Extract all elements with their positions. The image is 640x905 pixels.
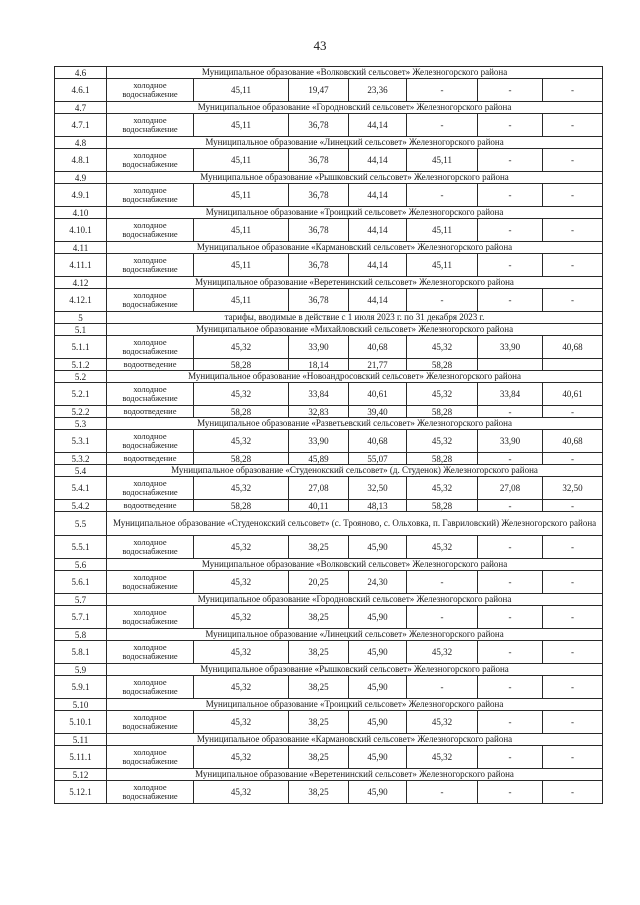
tariff-value: 58,28: [194, 359, 289, 371]
tariff-value: -: [478, 114, 543, 137]
tariff-value: 40,11: [289, 500, 349, 512]
table-row: [55, 781, 603, 804]
tariff-value: -: [478, 79, 543, 102]
row-number: 5.3: [55, 418, 107, 430]
tariff-value: -: [407, 676, 478, 699]
tariff-value: 33,84: [478, 383, 543, 406]
service-name: холодное водоснабжение: [107, 606, 194, 629]
section-title: Муниципальное образование «Новоандросовский сельсовет» Железногорского района: [107, 371, 603, 383]
table-row: [55, 79, 603, 102]
section-row: [55, 664, 603, 676]
section-row: [55, 242, 603, 254]
tariff-value: 45,32: [407, 336, 478, 359]
tariff-value: -: [478, 606, 543, 629]
service-name: холодное водоснабжение: [107, 149, 194, 172]
tariff-value: -: [543, 79, 603, 102]
tariff-value: -: [543, 641, 603, 664]
tariff-value: -: [407, 114, 478, 137]
table-row: [55, 536, 603, 559]
tariff-value: -: [478, 254, 543, 277]
table-row: [55, 289, 603, 312]
row-number: 5.3.2: [55, 453, 107, 465]
tariff-value: -: [478, 746, 543, 769]
row-number: 4.8: [55, 137, 107, 149]
row-number: 5.9.1: [55, 676, 107, 699]
service-name: холодное водоснабжение: [107, 571, 194, 594]
tariff-value: 45,90: [349, 641, 407, 664]
tariff-value: 40,68: [349, 430, 407, 453]
section-row: [55, 594, 603, 606]
section-row: [55, 207, 603, 219]
tariff-value: 45,11: [407, 149, 478, 172]
table-row: [55, 114, 603, 137]
row-number: 4.11.1: [55, 254, 107, 277]
table-row: [55, 359, 603, 371]
table-row: [55, 184, 603, 207]
tariff-value: -: [543, 746, 603, 769]
tariff-value: 45,32: [194, 641, 289, 664]
row-number: 5.4.2: [55, 500, 107, 512]
tariff-value: 45,90: [349, 676, 407, 699]
tariff-value: 55,07: [349, 453, 407, 465]
tariff-value: 45,32: [407, 746, 478, 769]
row-number: 4.12.1: [55, 289, 107, 312]
tariff-value: 33,90: [478, 336, 543, 359]
tariff-value: 45,90: [349, 536, 407, 559]
service-name: холодное водоснабжение: [107, 184, 194, 207]
tariff-value: 45,90: [349, 711, 407, 734]
section-title: Муниципальное образование «Линецкий сельсовет» Железногорского района: [107, 137, 603, 149]
tariff-value: 58,28: [194, 406, 289, 418]
section-title: Муниципальное образование «Городновский сельсовет» Железногорского района: [107, 102, 603, 114]
tariff-value: 48,13: [349, 500, 407, 512]
section-row: [55, 769, 603, 781]
row-number: 5.6.1: [55, 571, 107, 594]
tariff-value: 45,90: [349, 606, 407, 629]
tariff-value: 45,32: [194, 711, 289, 734]
service-name: холодное водоснабжение: [107, 781, 194, 804]
tariff-value: 45,32: [407, 536, 478, 559]
section-row: [55, 465, 603, 477]
row-number: 5.5.1: [55, 536, 107, 559]
tariff-value: -: [478, 289, 543, 312]
table-row: [55, 477, 603, 500]
row-number: 5.10.1: [55, 711, 107, 734]
section-title: Муниципальное образование «Разветьевский сельсовет» Железногорского района: [107, 418, 603, 430]
tariff-value: 33,90: [478, 430, 543, 453]
section-title: Муниципальное образование «Студенокский сельсовет» (д. Студенок) Железногорского района: [107, 465, 603, 477]
tariff-value: 27,08: [289, 477, 349, 500]
tariff-value: 44,14: [349, 254, 407, 277]
section-title: Муниципальное образование «Веретенинский сельсовет» Железногорского района: [107, 277, 603, 289]
section-row: [55, 512, 603, 536]
tariff-value: -: [543, 254, 603, 277]
tariff-value: -: [478, 641, 543, 664]
tariff-value: 45,90: [349, 746, 407, 769]
table-row: [55, 336, 603, 359]
tariff-value: 58,28: [407, 406, 478, 418]
tariff-value: 36,78: [289, 114, 349, 137]
row-number: 5.11.1: [55, 746, 107, 769]
tariff-value: 44,14: [349, 289, 407, 312]
tariff-value: 45,32: [194, 676, 289, 699]
section-title: Муниципальное образование «Студенокский сельсовет» (с. Трояново, с. Ольховка, п. Гавриловский) Железногорского района: [107, 512, 603, 536]
tariff-value: 45,32: [194, 606, 289, 629]
tariff-value: 45,32: [194, 571, 289, 594]
tariff-value: 45,11: [194, 79, 289, 102]
table-row: [55, 746, 603, 769]
tariff-value: 44,14: [349, 149, 407, 172]
section-row: [55, 418, 603, 430]
service-name: водоотведение: [107, 406, 194, 418]
section-title: Муниципальное образование «Троицкий сельсовет» Железногорского района: [107, 699, 603, 711]
tariff-value: -: [478, 406, 543, 418]
row-number: 5.5: [55, 512, 107, 536]
tariff-value: 23,36: [349, 79, 407, 102]
row-number: 5.2: [55, 371, 107, 383]
tariff-value: 45,32: [194, 781, 289, 804]
tariff-value: 45,11: [194, 114, 289, 137]
section-title: Муниципальное образование «Линецкий сельсовет» Железногорского района: [107, 629, 603, 641]
tariff-value: 38,25: [289, 606, 349, 629]
tariff-value: 45,32: [194, 383, 289, 406]
tariff-value: 36,78: [289, 149, 349, 172]
row-number: 4.9: [55, 172, 107, 184]
tariff-value: 58,28: [407, 500, 478, 512]
row-number: 5.11: [55, 734, 107, 746]
tariff-value: 45,11: [407, 254, 478, 277]
table-row: [55, 500, 603, 512]
tariff-value: 44,14: [349, 114, 407, 137]
service-name: холодное водоснабжение: [107, 254, 194, 277]
section-title: Муниципальное образование «Кармановский сельсовет» Железногорского района: [107, 734, 603, 746]
tariff-value: -: [478, 219, 543, 242]
row-number: 5.3.1: [55, 430, 107, 453]
tariff-value: 45,89: [289, 453, 349, 465]
section-title: Муниципальное образование «Городновский сельсовет» Железногорского района: [107, 594, 603, 606]
tariff-value: -: [407, 184, 478, 207]
section-row: [55, 137, 603, 149]
section-row: [55, 371, 603, 383]
tariff-value: 38,25: [289, 781, 349, 804]
row-number: 4.10.1: [55, 219, 107, 242]
row-number: 4.8.1: [55, 149, 107, 172]
tariff-value: 39,40: [349, 406, 407, 418]
tariff-value: 33,84: [289, 383, 349, 406]
tariff-value: 36,78: [289, 184, 349, 207]
tariff-value: 18,14: [289, 359, 349, 371]
tariff-value: 45,32: [194, 536, 289, 559]
tariff-value: 36,78: [289, 289, 349, 312]
table-row: [55, 711, 603, 734]
tariff-value: [543, 359, 603, 371]
tariff-value: -: [407, 79, 478, 102]
row-number: 4.11: [55, 242, 107, 254]
service-name: холодное водоснабжение: [107, 477, 194, 500]
row-number: 5.4: [55, 465, 107, 477]
tariff-value: -: [543, 781, 603, 804]
service-name: водоотведение: [107, 453, 194, 465]
tariff-value: 24,30: [349, 571, 407, 594]
service-name: холодное водоснабжение: [107, 430, 194, 453]
row-number: 5: [55, 312, 107, 324]
tariff-value: -: [478, 571, 543, 594]
tariff-table: [54, 66, 603, 804]
tariff-value: 45,90: [349, 781, 407, 804]
table-row: [55, 453, 603, 465]
row-number: 5.9: [55, 664, 107, 676]
section-title: тарифы, вводимые в действие с 1 июля 2023 г. по 31 декабря 2023 г.: [107, 312, 603, 324]
section-row: [55, 67, 603, 79]
section-title: Муниципальное образование «Веретенинский сельсовет» Железногорского района: [107, 769, 603, 781]
tariff-value: 45,32: [194, 746, 289, 769]
section-row: [55, 629, 603, 641]
section-row: [55, 277, 603, 289]
row-number: 4.10: [55, 207, 107, 219]
tariff-value: -: [543, 219, 603, 242]
row-number: 5.12: [55, 769, 107, 781]
service-name: холодное водоснабжение: [107, 746, 194, 769]
service-name: водоотведение: [107, 500, 194, 512]
tariff-value: 40,68: [349, 336, 407, 359]
section-row: [55, 312, 603, 324]
tariff-value: 58,28: [194, 453, 289, 465]
service-name: холодное водоснабжение: [107, 641, 194, 664]
row-number: 5.7: [55, 594, 107, 606]
tariff-value: 58,28: [407, 359, 478, 371]
tariff-value: 40,61: [543, 383, 603, 406]
tariff-value: 38,25: [289, 746, 349, 769]
section-title: Муниципальное образование «Рышковский сельсовет» Железногорского района: [107, 664, 603, 676]
tariff-value: 44,14: [349, 184, 407, 207]
row-number: 5.8.1: [55, 641, 107, 664]
row-number: 5.2.2: [55, 406, 107, 418]
tariff-value: -: [478, 711, 543, 734]
row-number: 4.7.1: [55, 114, 107, 137]
tariff-value: -: [543, 149, 603, 172]
table-row: [55, 571, 603, 594]
tariff-value: 32,50: [543, 477, 603, 500]
section-row: [55, 734, 603, 746]
section-title: Муниципальное образование «Волковский сельсовет» Железногорского района: [107, 67, 603, 79]
tariff-value: 45,11: [194, 219, 289, 242]
tariff-value: 45,11: [194, 184, 289, 207]
table-row: [55, 254, 603, 277]
tariff-value: 45,32: [194, 477, 289, 500]
tariff-value: 38,25: [289, 711, 349, 734]
tariff-value: 45,32: [194, 336, 289, 359]
row-number: 5.7.1: [55, 606, 107, 629]
tariff-value: 36,78: [289, 254, 349, 277]
tariff-value: 45,32: [407, 711, 478, 734]
tariff-value: 36,78: [289, 219, 349, 242]
tariff-value: 45,32: [407, 430, 478, 453]
service-name: водоотведение: [107, 359, 194, 371]
section-row: [55, 102, 603, 114]
page-number: 43: [313, 38, 327, 53]
service-name: холодное водоснабжение: [107, 219, 194, 242]
tariff-value: 58,28: [194, 500, 289, 512]
section-title: Муниципальное образование «Рышковский сельсовет» Железногорского района: [107, 172, 603, 184]
tariff-value: -: [407, 781, 478, 804]
tariff-value: 38,25: [289, 641, 349, 664]
tariff-value: 45,11: [407, 219, 478, 242]
tariff-value: -: [478, 453, 543, 465]
tariff-value: -: [543, 406, 603, 418]
table-row: [55, 406, 603, 418]
tariff-value: -: [543, 536, 603, 559]
tariff-value: 45,11: [194, 289, 289, 312]
tariff-value: 45,32: [194, 430, 289, 453]
row-number: 4.7: [55, 102, 107, 114]
table-row: [55, 676, 603, 699]
table-row: [55, 641, 603, 664]
tariff-value: 20,25: [289, 571, 349, 594]
table-row: [55, 149, 603, 172]
tariff-value: -: [478, 149, 543, 172]
tariff-value: 33,90: [289, 336, 349, 359]
tariff-value: -: [407, 571, 478, 594]
tariff-value: 45,32: [407, 641, 478, 664]
row-number: 5.4.1: [55, 477, 107, 500]
tariff-value: 40,61: [349, 383, 407, 406]
row-number: 5.6: [55, 559, 107, 571]
tariff-value: -: [543, 184, 603, 207]
tariff-value: -: [478, 676, 543, 699]
tariff-value: -: [543, 571, 603, 594]
tariff-value: 32,50: [349, 477, 407, 500]
tariff-value: -: [543, 453, 603, 465]
tariff-value: 32,83: [289, 406, 349, 418]
tariff-value: 45,11: [194, 149, 289, 172]
tariff-value: -: [543, 711, 603, 734]
tariff-value: 45,32: [407, 477, 478, 500]
section-row: [55, 172, 603, 184]
service-name: холодное водоснабжение: [107, 383, 194, 406]
table-row: [55, 383, 603, 406]
tariff-value: -: [478, 184, 543, 207]
section-row: [55, 699, 603, 711]
row-number: 5.8: [55, 629, 107, 641]
row-number: 5.10: [55, 699, 107, 711]
tariff-value: 27,08: [478, 477, 543, 500]
row-number: 4.6.1: [55, 79, 107, 102]
tariff-value: 44,14: [349, 219, 407, 242]
service-name: холодное водоснабжение: [107, 289, 194, 312]
tariff-value: 19,47: [289, 79, 349, 102]
table-row: [55, 606, 603, 629]
tariff-value: 45,11: [194, 254, 289, 277]
tariff-value: 33,90: [289, 430, 349, 453]
service-name: холодное водоснабжение: [107, 711, 194, 734]
row-number: 5.1: [55, 324, 107, 336]
row-number: 4.9.1: [55, 184, 107, 207]
table-row: [55, 219, 603, 242]
service-name: холодное водоснабжение: [107, 336, 194, 359]
tariff-value: -: [543, 500, 603, 512]
service-name: холодное водоснабжение: [107, 676, 194, 699]
tariff-value: -: [478, 781, 543, 804]
service-name: холодное водоснабжение: [107, 114, 194, 137]
row-number: 5.1.2: [55, 359, 107, 371]
section-title: Муниципальное образование «Кармановский сельсовет» Железногорского района: [107, 242, 603, 254]
service-name: холодное водоснабжение: [107, 79, 194, 102]
section-title: Муниципальное образование «Троицкий сельсовет» Железногорского района: [107, 207, 603, 219]
row-number: 5.2.1: [55, 383, 107, 406]
tariff-value: 58,28: [407, 453, 478, 465]
tariff-value: 21,77: [349, 359, 407, 371]
section-title: Муниципальное образование «Михайловский сельсовет» Железногорского района: [107, 324, 603, 336]
tariff-value: -: [543, 289, 603, 312]
tariff-value: -: [543, 114, 603, 137]
tariff-value: 40,68: [543, 336, 603, 359]
tariff-value: 38,25: [289, 536, 349, 559]
tariff-value: -: [478, 500, 543, 512]
tariff-value: -: [407, 606, 478, 629]
service-name: холодное водоснабжение: [107, 536, 194, 559]
table-row: [55, 430, 603, 453]
row-number: 4.12: [55, 277, 107, 289]
section-row: [55, 559, 603, 571]
row-number: 4.6: [55, 67, 107, 79]
tariff-value: 45,32: [407, 383, 478, 406]
tariff-value: -: [407, 289, 478, 312]
tariff-value: [478, 359, 543, 371]
tariff-value: -: [543, 676, 603, 699]
tariff-value: 40,68: [543, 430, 603, 453]
section-row: [55, 324, 603, 336]
section-title: Муниципальное образование «Волковский сельсовет» Железногорского района: [107, 559, 603, 571]
row-number: 5.12.1: [55, 781, 107, 804]
tariff-value: -: [543, 606, 603, 629]
tariff-value: -: [478, 536, 543, 559]
row-number: 5.1.1: [55, 336, 107, 359]
tariff-value: 38,25: [289, 676, 349, 699]
